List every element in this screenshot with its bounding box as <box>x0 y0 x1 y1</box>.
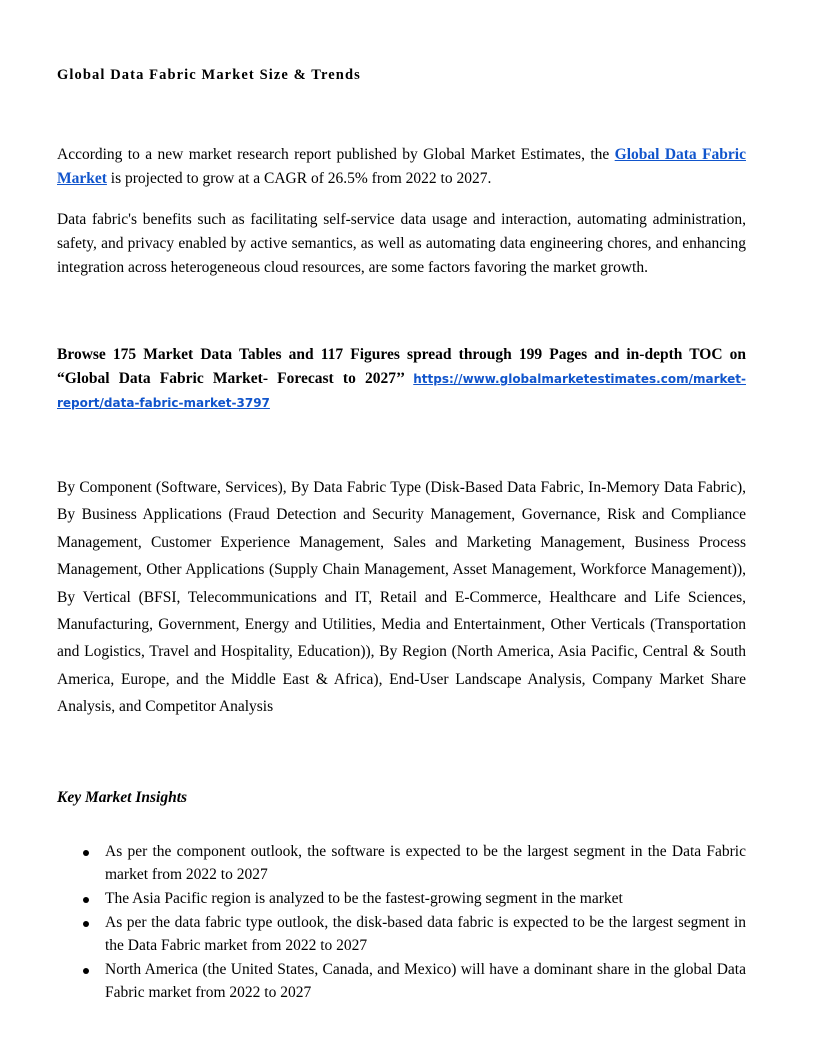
page-title: Global Data Fabric Market Size & Trends <box>57 67 361 83</box>
list-item <box>57 958 746 1004</box>
intro-text-end: is projected to grow at a CAGR of 26.5% from 2022 to 2027. <box>106 170 492 187</box>
browse-paragraph <box>57 343 746 415</box>
key-insights-heading: Key Market Insights <box>57 789 188 806</box>
list-item <box>57 840 746 886</box>
list-item-text: As per the component outlook, the software is expected to be the largest segment in the Data Fabric market from 2022 to 2027 <box>105 843 746 883</box>
browse-text: Browse 175 Market Data Tables and 117 Figures spread through 199 Pages and in-depth TOC on “Global Data Fabric Market- Forecast to 2027’’ <box>57 346 746 387</box>
benefits-paragraph: Data fabric's benefits such as facilitating self-service data usage and interaction, automating administration, safety, and privacy enabled by active semantics, as well as automating data engineering chores, and enhancing integration across heterogeneous cloud resources, are some factors favoring the market growth. <box>57 211 746 276</box>
list-item-text: As per the data fabric type outlook, the disk-based data fabric is expected to be the largest segment in the Data Fabric market from 2022 to 2027 <box>105 914 746 954</box>
market-report-link[interactable]: Global Data Fabric Market <box>57 146 746 187</box>
intro-text-start: According to a new market research report published by Global Market Estimates, the <box>57 146 615 163</box>
bullet-icon <box>83 850 89 856</box>
segmentation-paragraph: By Component (Software, Services), By Data Fabric Type (Disk-Based Data Fabric, In-Memory Data Fabric), By Business Applications (Fraud Detection and Security Management, Governance, Risk and Compliance Management, Customer Experience Management, Sales and Marketing Management, Business Process Management, Other Applications (Supply Chain Management, Asset Management, Workforce Management)), By Vertical (BFSI, Telecommunications and IT, Retail and E-Commerce, Healthcare and Life Sciences, Manufacturing, Government, Energy and Utilities, Media and Entertainment, Other Verticals (Transportation and Logistics, Travel and Hospitality, Education)), By Region (North America, Asia Pacific, Central & South America, Europe, and the Middle East & Africa), End-User Landscape Analysis, Company Market Share Analysis, and Competitor Analysis <box>57 479 746 716</box>
report-url-link[interactable]: https://www.globalmarketestimates.com/market-report/data-fabric-market-3797 <box>57 372 746 410</box>
bullet-icon <box>83 921 89 927</box>
insights-list <box>57 840 746 1005</box>
list-item <box>57 887 746 910</box>
list-item-text: The Asia Pacific region is analyzed to be the fastest-growing segment in the market <box>105 890 623 907</box>
intro-paragraph <box>57 143 746 191</box>
list-item-text: North America (the United States, Canada, and Mexico) will have a dominant share in the global Data Fabric market from 2022 to 2027 <box>105 961 746 1001</box>
list-item <box>57 911 746 957</box>
bullet-icon <box>83 968 89 974</box>
bullet-icon <box>83 897 89 903</box>
